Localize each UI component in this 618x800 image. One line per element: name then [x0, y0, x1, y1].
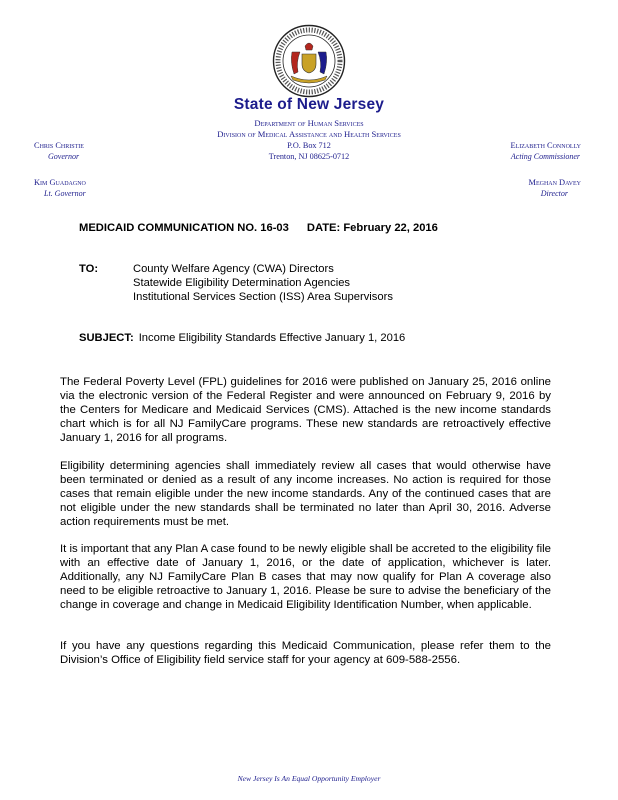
communication-header — [79, 222, 438, 234]
to-label: TO: — [79, 263, 99, 275]
footer-eoe: New Jersey Is An Equal Opportunity Employer — [237, 774, 381, 783]
recipient-line: Statewide Eligibility Determination Agencies — [133, 276, 351, 289]
official-lt-governor-name: Kim Guadagno — [34, 178, 86, 187]
state-title: State of New Jersey — [233, 96, 385, 113]
body-paragraph: It is important that any Plan A case found to be newly eligible shall be accreted to the eligibility file with an effective date of January 1, 2016, or the date of application, whichever is later. Additionally, any NJ FamilyCare Plan B cases that may now qualify for Plan A coverage also need to be eligible retroactive to January 1, 2016. Please be sure to advise the beneficiary of the change in coverage and change in Medicaid Eligibility Identification Number, when applicable. — [60, 543, 551, 611]
official-lt-governor-title: Lt. Governor — [44, 189, 86, 198]
body-paragraph: If you have any questions regarding this Medicaid Communication, please refer them to the Division’s Office of Eligibility field service staff for your agency at 609-588-2556. — [60, 640, 551, 666]
subject-text: Income Eligibility Standards Effective January 1, 2016 — [138, 332, 406, 344]
state-seal-logo — [272, 24, 346, 98]
address-po-box: P.O. Box 712 — [287, 141, 331, 150]
official-governor-name: Chris Christie — [34, 141, 84, 150]
communication-date: DATE: February 22, 2016 — [306, 222, 438, 234]
division-name: Division of Medical Assistance and Health Services — [217, 129, 401, 139]
official-director-title: Director — [540, 189, 568, 198]
official-commissioner-title: Acting Commissioner — [510, 152, 580, 161]
official-commissioner-name: Elizabeth Connolly — [510, 141, 581, 150]
to-recipients — [133, 263, 393, 304]
subject-line — [79, 332, 405, 344]
department-name: Department of Human Services — [254, 118, 364, 128]
subject-label: SUBJECT: — [79, 332, 134, 344]
recipient-line: Institutional Services Section (ISS) Area Supervisors — [133, 290, 393, 303]
official-director-name: Meghan Davey — [528, 178, 581, 187]
recipient-line: County Welfare Agency (CWA) Directors — [133, 263, 334, 275]
official-governor-title: Governor — [48, 152, 80, 161]
body-paragraph: Eligibility determining agencies shall immediately review all cases that would otherwise have been terminated or denied as a result of any income increases. No action is required for those cases that remain eligible under the new income standards. Any of the continued cases that are not eligible under the new standards shall be terminated no later than April 30, 2016. Adverse action requirements must be met. — [60, 460, 551, 528]
body-paragraph: The Federal Poverty Level (FPL) guidelines for 2016 were published on January 25, 2016 online via the electronic version of the Federal Register and were announced on February 9, 2016 by the Centers for Medicare and Medicaid Services (CMS). Attached is the new income standards chart which is for all NJ FamilyCare programs. These new standards are retroactively effective January 1, 2016 for all programs. — [60, 376, 551, 444]
communication-number: MEDICAID COMMUNICATION NO. 16-03 — [79, 222, 289, 234]
address-city: Trenton, NJ 08625-0712 — [268, 152, 350, 161]
